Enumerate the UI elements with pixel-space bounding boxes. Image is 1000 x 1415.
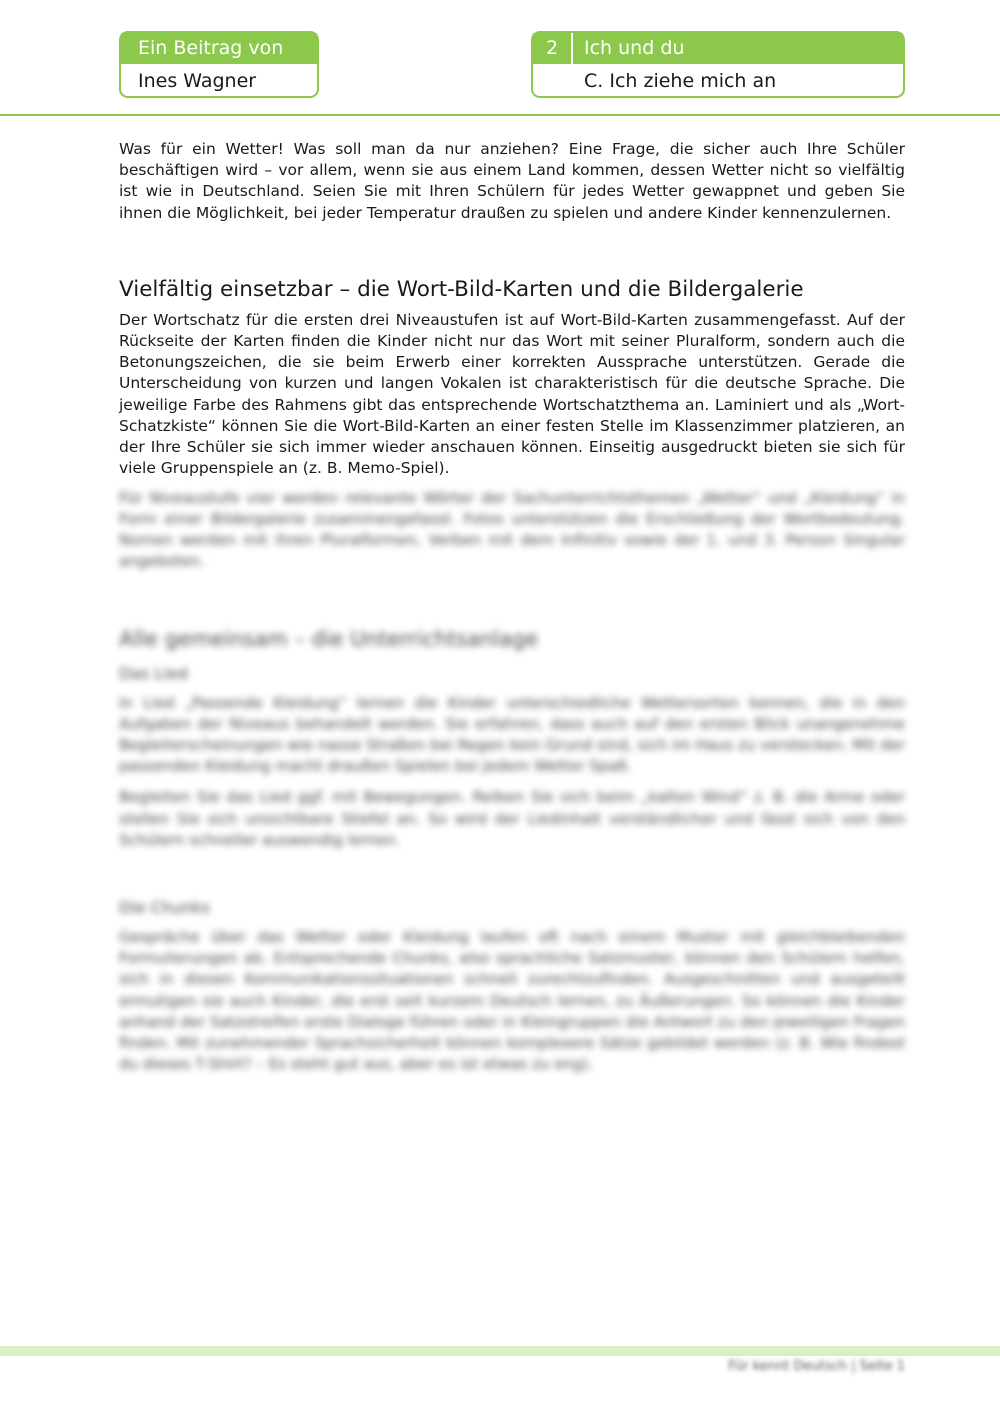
blurred-subheading-chunks: Die Chunks [119,898,210,918]
header-divider [0,114,1000,116]
section-title: C. Ich ziehe mich an [584,70,777,92]
blurred-heading: Alle gemeinsam – die Unterrichtsanlage [119,626,539,651]
blurred-subheading-lied: Das Lied [119,663,188,683]
author-box [119,31,319,98]
chapter-number: 2 [533,33,573,64]
section-paragraph-clip [119,310,905,478]
page-content [119,139,905,1075]
chapter-header [533,33,903,64]
chapter-box [531,31,905,98]
author-label: Ein Beitrag von [121,33,317,64]
blurred-paragraph-1: Für Niveaustufe vier werden relevante Wörter der Sachunterrichtsthemen „Wetter“ und „Kleidung“ in Form einer Bildergalerie zusammengefasst. Fotos unterstützen die Erschließung der Wortbedeutung. Nomen werden mit ihren Pluralformen, Verben mit dem Infinitiv sowie der 1. und 3. Person Singular angeboten. [119,488,905,571]
blurred-paragraph-2: In Lied „Passende Kleidung“ lernen die Kinder unterschiedliche Wettersorten kennen, die in den Aufgaben der Niveaus behandelt werden. Sie erfahren, dass auch auf den ersten Blick unangenehme Begleiterscheinungen wie nasse Straßen bei Regen kein Grund sind, sich im Haus zu verstecken. Mit der passenden Kleidung macht draußen Spielen bei jedem Wetter Spaß. [119,693,905,776]
author-name: Ines Wagner [138,70,257,92]
footer-band [0,1346,1000,1356]
section-heading: Vielfältig einsetzbar – die Wort-Bild-Karten und die Bildergalerie [119,276,804,302]
blurred-paragraph-4: Gespräche über das Wetter oder Kleidung laufen oft nach einem Muster mit gleichbleibenden Formulierungen ab. Entsprechende Chunks, also sprachliche Satzmuster, können den Schülern helfen, sich in diesen Kommunikationssituationen schnell zurechtzufinden. Ausgeschnitten und ausgeteilt ermutigen sie auch Kinder, die erst seit kurzem Deutsch lernen, zu Äußerungen. So können die Kinder anhand der Satzstreifen erste Dialoge führen oder in Kleingruppen die Antwort zu den jeweiligen Fragen finden. Mit zunehmender Sprachsicherheit können komplexere Sätze gebildet werden (z. B. Wie findest du dieses T-Shirt? – Es steht gut aus, aber es ist etwas zu eng). [119,928,905,1074]
section-paragraph: Der Wortschatz für die ersten drei Niveaustufen ist auf Wort-Bild-Karten zusammengefasst. Auf der Rückseite der Karten finden die Kinder nicht nur das Wort mit seiner Pluralform, sondern auch die Betonungszeichen, die sie beim Erwerb einer korrekten Aussprache unterstützen. Gerade die Unterscheidung von kurzen und langen Vokalen ist charakteristisch für die deutsche Sprache. Die jeweilige Farbe des Rahmens gibt das entsprechende Wortschatzthema an. Laminiert und als „Wort-Schatzkiste“ können Sie die Wort-Bild-Karten an einer festen Stelle im Klassenzimmer platzieren, an der Ihre Schüler sie sich immer wieder anschauen können. Einseitig ausgedruckt bieten sie sich für viele Gruppenspiele an (z. B. Memo-Spiel). [119,310,905,478]
intro-paragraph: Was für ein Wetter! Was soll man da nur anziehen? Eine Frage, die sicher auch Ihre Schüler beschäftigen wird – vor allem, wenn sie aus einem Land kommen, dessen Wetter nicht so vielfältig ist wie in Deutschland. Seien Sie mit Ihren Schülern für jedes Wetter gewappnet und geben Sie ihnen die Möglichkeit, bei jeder Temperatur draußen zu spielen und andere Kinder kennenzulernen. [119,140,905,222]
chapter-title: Ich und du [584,37,685,59]
blurred-preview [119,488,905,1076]
footer-text: Für kennt Deutsch | Seite 1 [728,1359,905,1374]
blurred-paragraph-3: Begleiten Sie das Lied ggf. mit Bewegungen. Reiben Sie sich beim „kalten Wind“ z. B. die Arme oder stellen Sie sich unsichtbare Stiefel an. So wird der Liedinhalt verständlicher und lässt sich von den Schülern schneller auswendig lernen. [119,788,905,849]
